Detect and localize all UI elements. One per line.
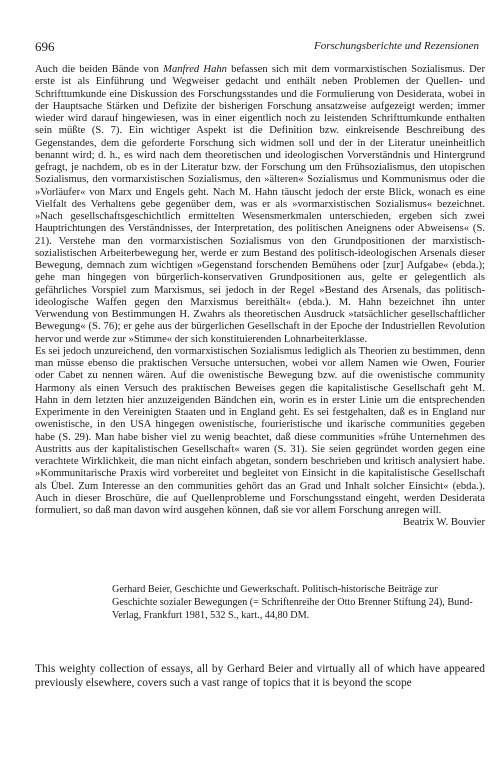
author-name: Manfred Hahn — [163, 64, 227, 75]
paragraph-2-text: Es sei jedoch unzureichend, den vormarxistischen Sozialismus lediglich als Theorien zu bestimmen, denn man müsse ebenso die praktischen Versuche untersuchen, wobei vor allem Namen wie Owen, Fourier oder Cabet zu nennen wären. Auf die owenistische Bewegung bzw. auf die owenistische community Harmony als einen Versuch des praktischen Beweises gegen die kapitalistische Gesellschaft geht M. Hahn in dem letzten hier anzuzeigenden Bändchen ein, worin es in erster Linie um die entsprechenden Experimente in den Vereinigten Staaten und in England geht. Es sei festgehalten, daß es in England nur owenistische, in den USA hingegen owenistische, fourieristische und ikarische communities gegeben habe (S. 29). Man habe bisher viel zu wenig beachtet, daß diese communities »frühe Unternehmen des Austritts aus der kapitalistischen Gesellschaft« waren (S. 31). Sie seien gegründet worden gegen eine verachtete Wirklichkeit, die man nicht einfach abgetan, sondern beschrieben und kritisch analysiert habe. »Kommunitarische Praxis wird vorbereitet und begleitet von Einsicht in die kapitalistische Gesellschaft als Übel. Zum Interesse an den communities gehört das an Grad und Inhalt solcher Einsicht« (ebda.). Auch in dieser Broschüre, die auf Quellenprobleme und Forschungsstand eingeht, werden Desiderata formuliert, so daß man davon wird ausgehen können, daß sie vor allem Forschung anregen will. — [35, 345, 485, 516]
running-head: Forschungsberichte und Rezensionen — [314, 40, 479, 52]
review-body — [35, 64, 485, 530]
review-2-opening: This weighty collection of essays, all by Gerhard Beier and virtually all of which have appeared previously elsewhere, covers such a vast range of topics that it is beyond the scope — [35, 663, 485, 689]
review-2-body — [35, 663, 485, 690]
bibliographic-entry-text: Gerhard Beier, Geschichte und Gewerkschaft. Politisch-historische Beiträge zur Geschichte sozialer Bewegungen (= Schriftenreihe der Otto Brenner Stiftung 24), Bund-Verlag, Frankfurt 1981, 532 S., kart., 44,80 DM. — [112, 584, 473, 621]
bibliographic-entry — [112, 584, 482, 622]
lead-in: Auch die beiden Bände von — [35, 64, 164, 75]
paragraph-1-text: befassen sich mit dem vormarxistischen Sozialismus. Der erste ist als Einführung und Wegweiser gedacht und enthält neben Problemen der Quellen- und Schrifttumkunde eine Diskussion des Forschungsstandes und die Formulierung von Desiderata, wobei in der Hauptsache Stärken und Defizite der bisherigen Forschung ansatzweise aufgezeigt werden; immer wieder wird darauf hingewiesen, was in einer eigentlich noch zu leistenden Schrifttumkunde enthalten sein müßte (S. 7). Ein wichtiger Aspekt ist die Definition bzw. einkreisende Beschreibung des Gegenstandes, dem die geforderte Forschung sich widmen soll und der in der Literatur uneinheitlich benannt wird; d. h., es wird nach dem theoretischen und ideologischen Vorverständnis und Hintergrund gefragt, je nachdem, ob es in der Literatur bzw. der Forschung um den Frühsozialismus, den utopischen Sozialismus, den vormarxistischen Sozialismus, den »älteren« Sozialismus und Kommunismus oder die »Vorläufer« von Marx und Engels geht. Nach M. Hahn täuscht jedoch der erste Blick, wonach es eine Vielfalt des Verhaltens gebe gegenüber dem, was er als »vormarxistischen Sozialismus« bezeichnet. »Nach gesellschaftsgeschichtlich ermittelten Wesensmerkmalen unterschieden, ergeben sich zwei Hauptrichtungen des Verständnisses, der Interpretation, des politischen Aneignens oder Abweisens« (S. 21). Verstehe man den vormarxistischen Sozialismus von den Grundpositionen der marxistisch-sozialistischen Arbeiterbewegung her, werde er zum Bestand des politisch-ideologischen Arsenals dieser Bewegung, demnach zum wichtigen »Gegenstand forschenden Bemühens oder [zur] Aufgabe« (ebda.); gehe man hingegen von bürgerlich-konservativen Grundpositionen aus, gelte er gelegentlich als gefährliches Vorspiel zum Marxismus, sei jedoch in der Regel »Bestand des Arsenals, das politisch-ideologische Waffen gegen den Marxismus bereithält« (ebda.). M. Hahn bezeichnet ihn unter Verwendung von Bestimmungen H. Zwahrs als theoretischen Ausdruck »tatsächlicher gesellschaftlicher Bewegung« (S. 76); er gehe aus der bürgerlichen Gesellschaft in der Epoche der Industriellen Revolution hervor und werde zur »Stimme« der sich konstituierenden Lohnarbeiterklasse. — [35, 64, 486, 345]
review-paragraph-1 — [35, 64, 485, 346]
page-number: 696 — [35, 39, 55, 54]
reviewer-name: Beatrix W. Bouvier — [402, 517, 485, 529]
review-paragraph-2 — [35, 346, 485, 518]
